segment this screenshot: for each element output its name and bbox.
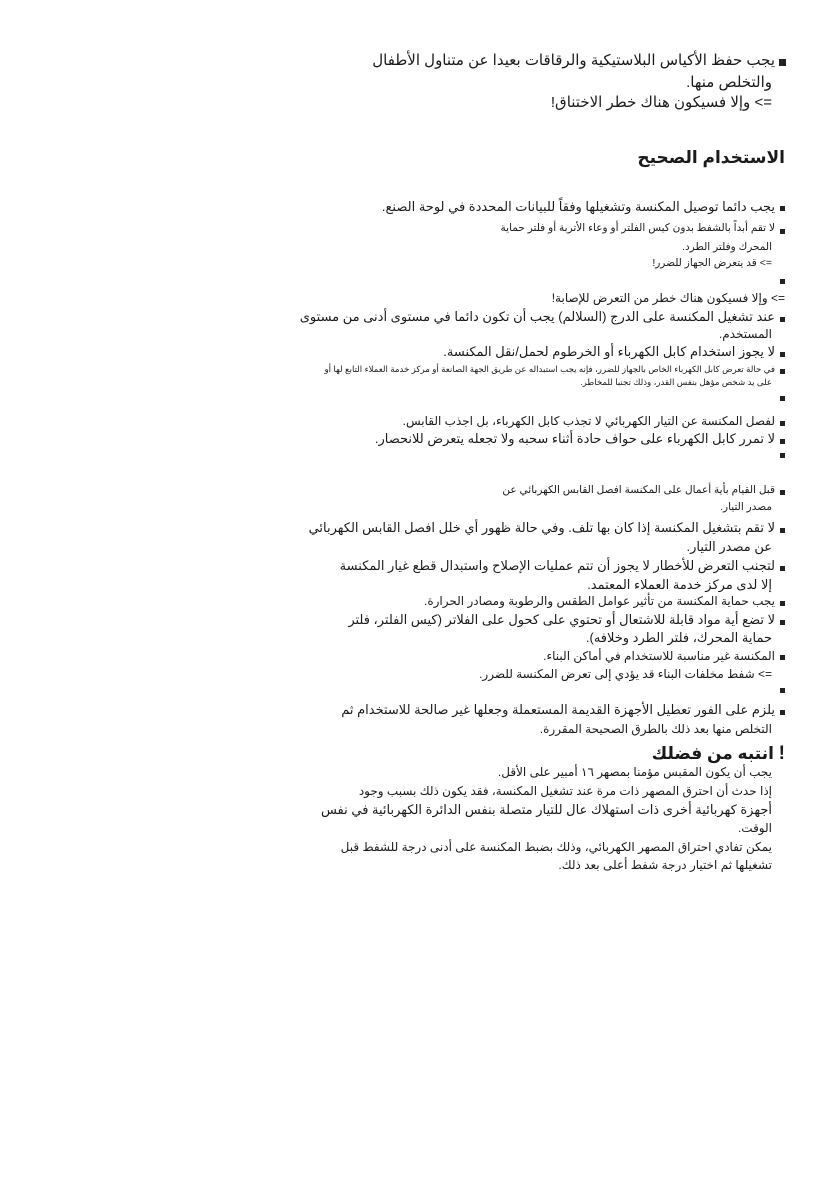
list-item-warning: => شفط مخلفات البناء قد يؤدي إلى تعرض المكنسة للضرر. [479,667,772,681]
bullet-icon [779,59,786,66]
bullet-icon [780,206,785,211]
list-item: لا تقم أبداً بالشفط بدون كيس الفلتر أو وعاء الأتربة أو فلتر حماية [500,222,775,234]
list-item: لا تمرر كابل الكهرباء على حواف حادة أثناء سحبه ولا تجعله يتعرض للانحصار. [374,431,775,446]
list-item: عند تشغيل المكنسة على الدرج (السلالم) يجب أن تكون دائما في مستوى أدنى من مستوى [299,309,775,324]
list-item: لا تضع أية مواد قابلة للاشتعال أو تحتوي على كحول على الفلاتر (كيس الفلتر، فلتر [348,612,775,627]
bullet-icon [780,279,785,284]
bullet-icon [780,369,785,374]
bullet-icon [780,421,785,426]
list-item: المكنسة غير مناسبة للاستخدام في أماكن البناء. [543,649,775,663]
bullet-icon [780,528,785,533]
bullet-icon [780,453,785,458]
list-item-continuation: المستخدم. [718,327,772,341]
bullet-icon [780,688,785,693]
list-item: لا تقم بتشغيل المكنسة إذا كان بها تلف. وفي حالة ظهور أي خلل افصل القابس الكهربائي [308,520,775,535]
list-item-continuation: المحرك وفلتر الطرد. [682,241,772,253]
bullet-icon [780,317,785,322]
notice-line: يمكن تفادي احتراق المصهر الكهربائي، وذلك بضبط المكنسة على أدنى درجة للشفط قبل [340,840,772,854]
notice-line: الوقت. [737,821,772,835]
intro-line: والتخلص منها. [686,74,772,91]
section-title: الاستخدام الصحيح [637,148,785,167]
warning-line: => وإلا فسيكون هناك خطر من التعرض للإصابة! [551,291,785,305]
list-item: في حالة تعرض كابل الكهرباء الخاص بالجهاز للضرر، فإنه يجب استبداله عن طريق الجهة الصانعة أو مركز خدمة العملاء التابع لها أو [324,364,775,374]
list-item-continuation: حماية المحرك، فلتر الطرد وخلافه). [585,630,772,645]
bullet-icon [780,710,785,715]
list-item-continuation: التخلص منها بعد ذلك بالطرق الصحيحة المقررة. [539,722,772,736]
list-item: قبل القيام بأية أعمال على المكنسة افصل القابس الكهربائي عن [502,484,775,496]
intro-warning: => وإلا فسيكون هناك خطر الاختناق! [550,94,772,111]
list-item: لا يجوز استخدام كابل الكهرباء أو الخرطوم لحمل/نقل المكنسة. [443,344,775,359]
notice-line: أجهزة كهربائية أخرى ذات استهلاك عال للتيار متصلة بنفس الدائرة الكهربائية في نفس [320,802,772,817]
list-item-warning: => قد يتعرض الجهاز للضرر! [652,257,772,269]
notice-line: تشغيلها ثم اختيار درجة شفط أعلى بعد ذلك. [558,858,772,872]
exclamation-icon: ! [778,743,785,764]
intro-line: يجب حفظ الأكياس البلاستيكية والرقاقات بعيدا عن متناول الأطفال [372,52,775,69]
list-item: لتجنب التعرض للأخطار لا يجوز أن تتم عمليات الإصلاح واستبدال قطع غيار المكنسة [339,558,775,573]
bullet-icon [780,566,785,571]
notice-line: يجب أن يكون المقبس مؤمنا بمصهر ١٦ أمبير على الأقل. [497,765,772,779]
bullet-icon [780,620,785,625]
list-item: يجب دائما توصيل المكنسة وتشغيلها وفقاً للبيانات المحددة في لوحة الصنع. [381,199,775,214]
bullet-icon [780,601,785,606]
list-item: يجب حماية المكنسة من تأثير عوامل الطقس والرطوبة ومصادر الحرارة. [424,594,775,608]
list-item: لفصل المكنسة عن التيار الكهربائي لا تجذب كابل الكهرباء، بل اجذب القابس. [402,414,775,428]
bullet-icon [780,396,785,401]
list-item-continuation: على يد شخص مؤهل بنفس القدر، وذلك تجنبا للمخاطر. [580,377,772,387]
notice-heading [652,744,785,763]
list-item-continuation: إلا لدى مركز خدمة العملاء المعتمد. [587,577,772,592]
list-item: يلزم على الفور تعطيل الأجهزة القديمة المستعملة وجعلها غير صالحة للاستخدام ثم [341,702,775,717]
list-item-continuation: عن مصدر التيار. [686,539,772,554]
bullet-icon [780,490,785,495]
bullet-icon [780,439,785,444]
notice-line: إذا حدث أن احترق المصهر ذات مرة عند تشغيل المكنسة، فقد يكون ذلك بسبب وجود [358,784,772,798]
list-item-continuation: مصدر التيار. [720,501,772,513]
bullet-icon [780,655,785,660]
notice-title: انتبه من فضلك [651,744,774,763]
bullet-icon [780,352,785,357]
bullet-icon [780,229,785,234]
